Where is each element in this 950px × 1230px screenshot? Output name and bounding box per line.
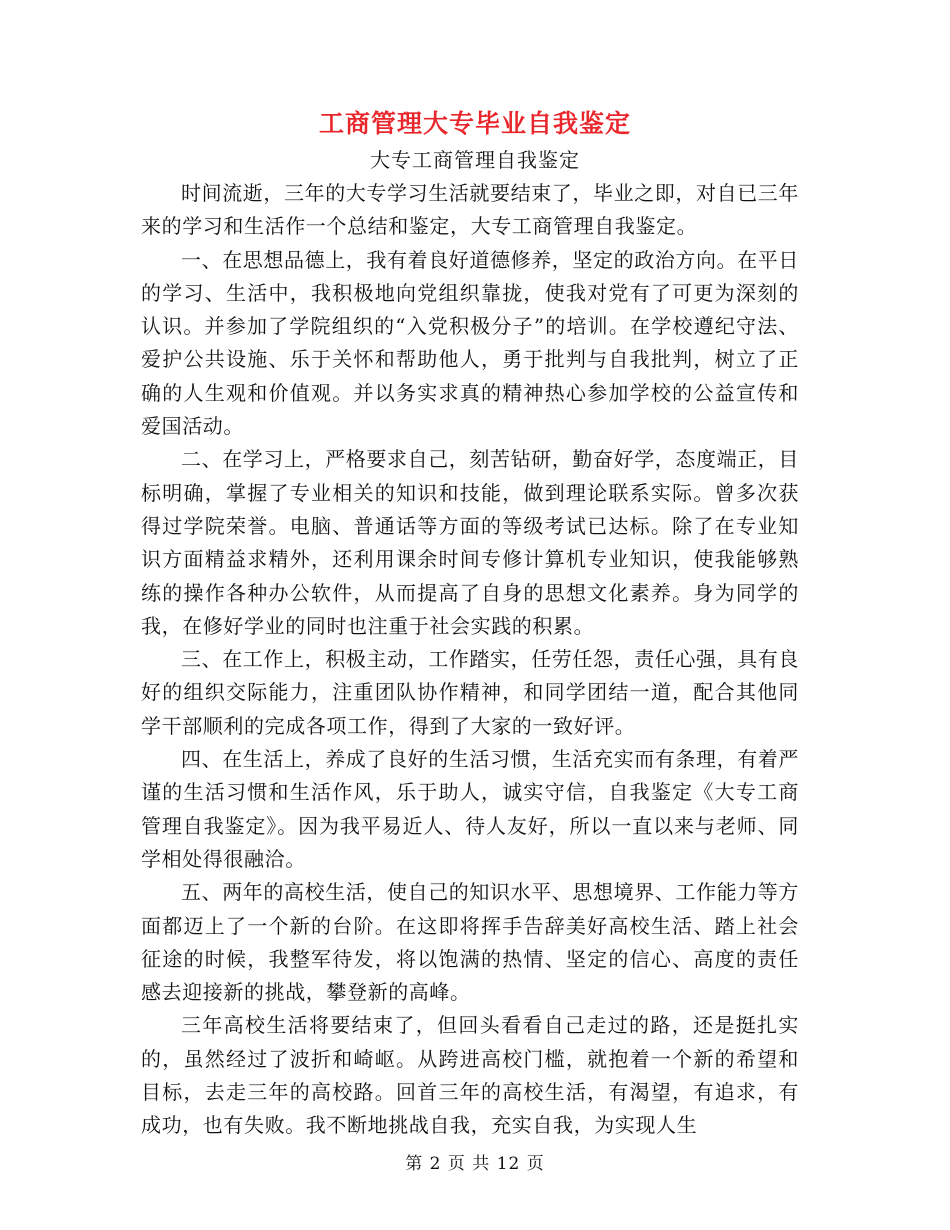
paragraph-work: 三、在工作上，积极主动，工作踏实，任劳任怨，责任心强，具有良好的组织交际能力，注重团队协作精神，和同学团结一道，配合其他同学干部顺利的完成各项工作，得到了大家的一致好评。 [141, 647, 799, 738]
paragraph-growth: 五、两年的高校生活，使自己的知识水平、思想境界、工作能力等方面都迈上了一个新的台阶。在这即将挥手告辞美好高校生活、踏上社会征途的时候，我整军待发，将以饱满的热情、坚定的信心、高度的责任感去迎接新的挑战，攀登新的高峰。 [141, 880, 799, 1005]
page-number-footer: 第 2 页 共 12 页 [405, 1154, 545, 1174]
document-body [141, 177, 799, 1143]
paragraph-life: 四、在生活上，养成了良好的生活习惯，生活充实而有条理，有着严谨的生活习惯和生活作风，乐于助人，诚实守信，自我鉴定《大专工商管理自我鉴定》。因为我平易近人、待人友好，所以一直以来与老师、同学相处得很融洽。 [141, 747, 799, 871]
paragraph-reflection: 三年高校生活将要结束了，但回头看看自己走过的路，还是挺扎实的，虽然经过了波折和崎岖。从跨进高校门槛，就抱着一个新的希望和目标，去走三年的高校路。回首三年的高校生活，有渴望，有追求，有成功，也有失败。我不断地挑战自我，充实自我，为实现人生 [141, 1013, 799, 1138]
document-subtitle: 大专工商管理自我鉴定 [370, 148, 580, 172]
document-title: 工商管理大专毕业自我鉴定 [318, 109, 631, 138]
paragraph-morality: 一、在思想品德上，我有着良好道德修养，坚定的政治方向。在平日的学习、生活中，我积极地向党组织靠拢，使我对党有了可更为深刻的认识。并参加了学院组织的“入党积极分子”的培训。在学校遵纪守法、爱护公共设施、乐于关怀和帮助他人，勇于批判与自我批判，树立了正确的人生观和价值观。并以务实求真的精神热心参加学校的公益宣传和爱国活动。 [141, 247, 799, 439]
paragraph-intro: 时间流逝，三年的大专学习生活就要结束了，毕业之即，对自已三年来的学习和生活作一个总结和鉴定，大专工商管理自我鉴定。 [141, 181, 799, 239]
paragraph-study: 二、在学习上，严格要求自己，刻苦钻研，勤奋好学，态度端正，目标明确，掌握了专业相关的知识和技能，做到理论联系实际。曾多次获得过学院荣誉。电脑、普通话等方面的等级考试已达标。除了在专业知识方面精益求精外，还利用课余时间专修计算机专业知识，使我能够熟练的操作各种办公软件，从而提高了自身的思想文化素养。身为同学的我，在修好学业的同时也注重于社会实践的积累。 [141, 447, 799, 638]
